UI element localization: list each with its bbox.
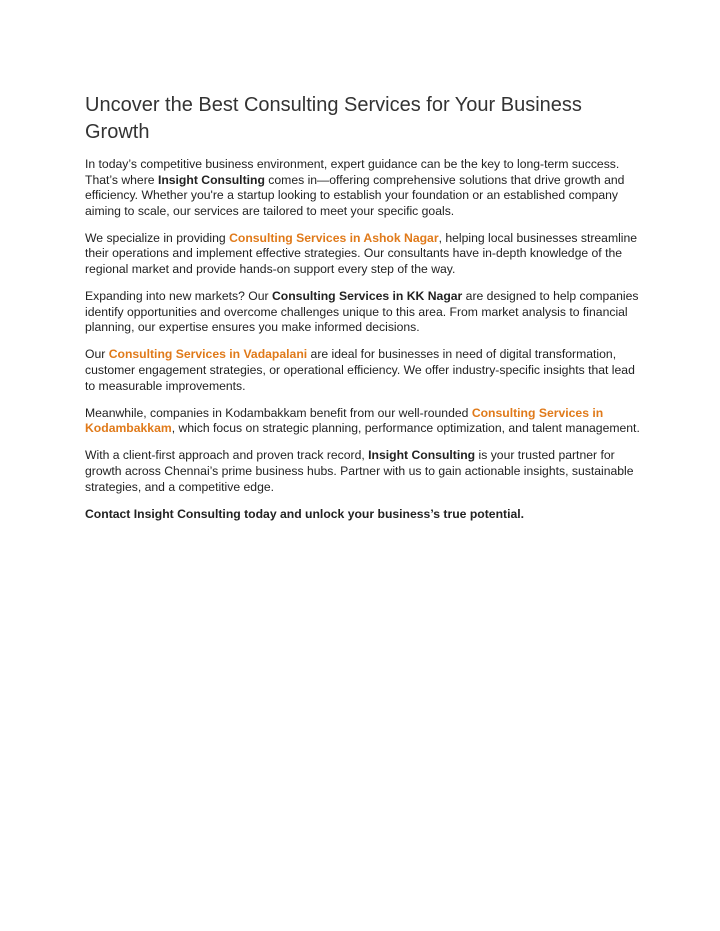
paragraph-text: is your trusted partner for growth across Chennai’s prime business hubs. Partner with us to gain actionable insights, sustainable strategies, and a competitive edge. [85,448,634,494]
link-ashok-nagar[interactable]: Consulting Services in Ashok Nagar [229,230,439,245]
paragraph-intro [85,157,645,219]
paragraph-kodambakkam [85,406,645,437]
page-title: Uncover the Best Consulting Services for Your Business Growth [85,94,582,143]
bold-kk-nagar: Consulting Services in KK Nagar [271,289,463,304]
bold-company-name: Insight Consulting [368,448,476,463]
paragraph-text: , helping local businesses streamline their operations and implement effective strategies. Our consultants have in-depth knowledge of the regional market and provide hands-on support every step of the way. [85,230,638,277]
paragraph-partner [85,448,645,495]
paragraph-kk-nagar [85,289,645,336]
paragraph-text: , which focus on strategic planning, performance optimization, and talent management. [171,421,640,436]
paragraph-text: are designed to help companies identify opportunities and overcome challenges unique to this area. From market analysis to financial planning, our expertise ensures you make informed decisions. [85,289,639,335]
paragraph-call-to-action [85,507,645,523]
paragraph-text: Expanding into new markets? Our [85,289,272,304]
paragraph-text: We specialize in providing [85,230,230,245]
paragraph-text: Our [85,347,109,362]
paragraph-ashok-nagar [85,231,645,278]
paragraph-text: With a client-first approach and proven track record, [85,448,369,463]
document-body [85,157,645,534]
paragraph-text: are ideal for businesses in need of digital transformation, customer engagement strategies, or operational efficiency. We offer industry-specific insights that lead to measurable improvements. [85,347,635,393]
paragraph-text: comes in—offering comprehensive solutions that drive growth and efficiency. Whether you're a startup looking to establish your foundation or an established company aiming to scale, our services are tailored to meet your specific goals. [85,172,625,218]
bold-company-name: Insight Consulting [157,172,265,187]
call-to-action-text: Contact Insight Consulting today and unlock your business’s true potential. [85,506,525,521]
paragraph-vadapalani [85,347,645,394]
paragraph-text: In today’s competitive business environment, expert guidance can be the key to long-term success. That’s where [85,157,620,187]
link-vadapalani[interactable]: Consulting Services in Vadapalani [108,347,308,362]
paragraph-text: Meanwhile, companies in Kodambakkam benefit from our well-rounded [85,405,472,420]
link-kodambakkam[interactable]: Consulting Services in Kodambakkam [85,405,604,436]
